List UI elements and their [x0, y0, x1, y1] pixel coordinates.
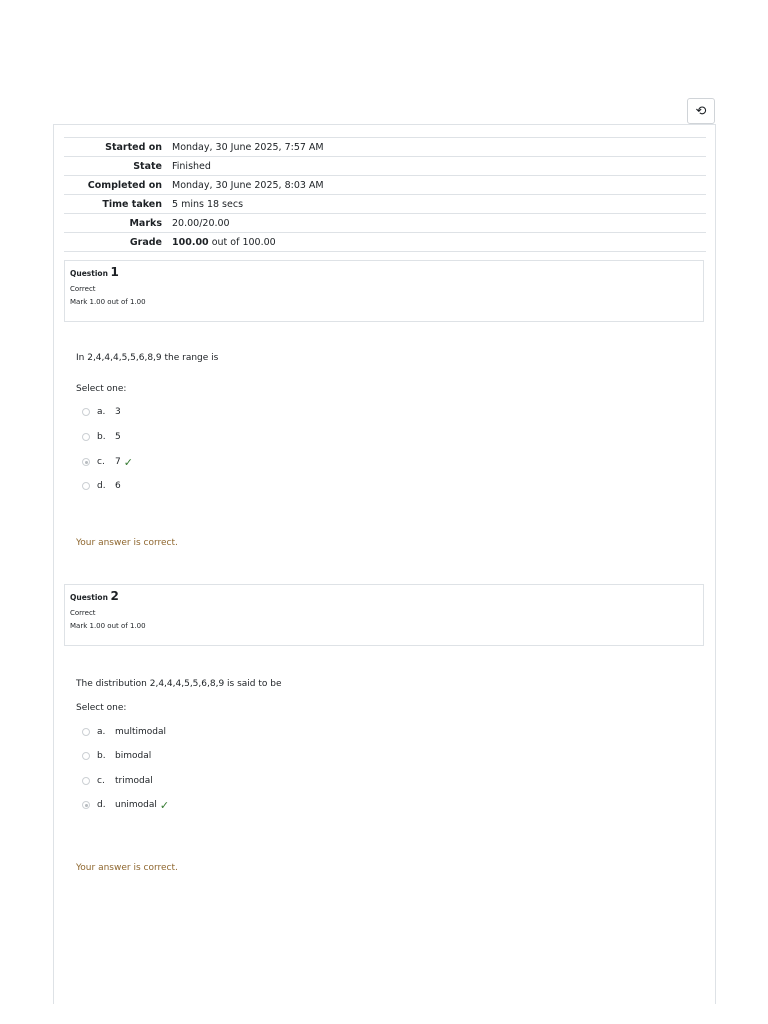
question-mark: Mark 1.00 out of 1.00: [70, 298, 146, 306]
option-text: 6: [115, 481, 121, 491]
option-letter: c.: [97, 776, 105, 786]
summary-row: [64, 138, 706, 157]
answer-option-a[interactable]: [82, 405, 121, 419]
option-letter: c.: [97, 457, 105, 467]
option-letter: d.: [97, 800, 106, 810]
summary-row: [64, 157, 706, 176]
summary-value: Monday, 30 June 2025, 7:57 AM: [172, 141, 324, 153]
summary-row: [64, 176, 706, 195]
answer-option-d[interactable]: [82, 479, 121, 493]
radio-button[interactable]: [82, 482, 90, 490]
summary-row: [64, 195, 706, 214]
option-text: unimodal: [115, 800, 157, 810]
select-one-label: Select one:: [76, 703, 127, 713]
summary-label: Grade: [129, 236, 162, 248]
question-state: Correct: [70, 285, 96, 293]
answer-feedback: Your answer is correct.: [76, 538, 178, 548]
question-state: Correct: [70, 609, 96, 617]
question-number: 1: [110, 265, 119, 279]
answer-option-c[interactable]: [82, 455, 133, 469]
check-icon: ✓: [159, 798, 170, 812]
grade-value: 100.00: [172, 236, 209, 248]
question-text: In 2,4,4,4,5,5,6,8,9 the range is: [76, 353, 219, 363]
summary-label: Completed on: [87, 179, 162, 191]
summary-value: Finished: [172, 160, 211, 172]
question-text: The distribution 2,4,4,4,5,5,6,8,9 is said to be: [76, 679, 282, 689]
option-text: bimodal: [115, 751, 152, 761]
radio-button[interactable]: [82, 752, 90, 760]
option-letter: d.: [97, 481, 106, 491]
check-icon: ✓: [123, 455, 133, 469]
option-text: multimodal: [115, 727, 167, 737]
option-letter: b.: [97, 751, 106, 761]
history-icon: ⟲: [695, 103, 707, 118]
quiz-review-panel: [53, 124, 716, 1004]
grade-total: out of 100.00: [208, 236, 276, 248]
question-info-1: [64, 260, 704, 322]
radio-button[interactable]: [82, 777, 90, 785]
answer-feedback: Your answer is correct.: [76, 863, 178, 873]
radio-button-checked[interactable]: [82, 801, 90, 809]
answer-option-c[interactable]: [82, 774, 153, 788]
summary-value: Monday, 30 June 2025, 8:03 AM: [172, 179, 324, 191]
option-letter: a.: [97, 727, 106, 737]
answer-option-b[interactable]: [82, 749, 151, 763]
question-mark: Mark 1.00 out of 1.00: [70, 622, 146, 630]
question-number: 2: [110, 589, 119, 603]
answer-option-d[interactable]: [82, 798, 169, 812]
history-button[interactable]: [687, 98, 715, 124]
option-text: trimodal: [115, 776, 153, 786]
summary-label: Marks: [129, 217, 162, 229]
summary-value: 5 mins 18 secs: [172, 198, 244, 210]
radio-button[interactable]: [82, 408, 90, 416]
question-label: Question: [70, 593, 108, 602]
summary-label: Time taken: [102, 198, 162, 210]
radio-button-checked[interactable]: [82, 458, 90, 466]
summary-value: 20.00/20.00: [172, 217, 230, 229]
summary-row: [64, 233, 706, 252]
option-letter: a.: [97, 407, 106, 417]
option-text: 7: [115, 457, 121, 467]
summary-label: Started on: [105, 141, 162, 153]
attempt-summary-table: [64, 137, 706, 252]
summary-value: [172, 233, 706, 252]
question-label: Question: [70, 269, 108, 278]
question-info-2: [64, 584, 704, 646]
option-text: 5: [115, 432, 121, 442]
answer-option-b[interactable]: [82, 430, 121, 444]
radio-button[interactable]: [82, 728, 90, 736]
summary-row: [64, 214, 706, 233]
radio-button[interactable]: [82, 433, 90, 441]
summary-label: State: [133, 160, 162, 172]
option-letter: b.: [97, 432, 106, 442]
select-one-label: Select one:: [76, 384, 127, 394]
option-text: 3: [115, 407, 121, 417]
answer-option-a[interactable]: [82, 725, 166, 739]
